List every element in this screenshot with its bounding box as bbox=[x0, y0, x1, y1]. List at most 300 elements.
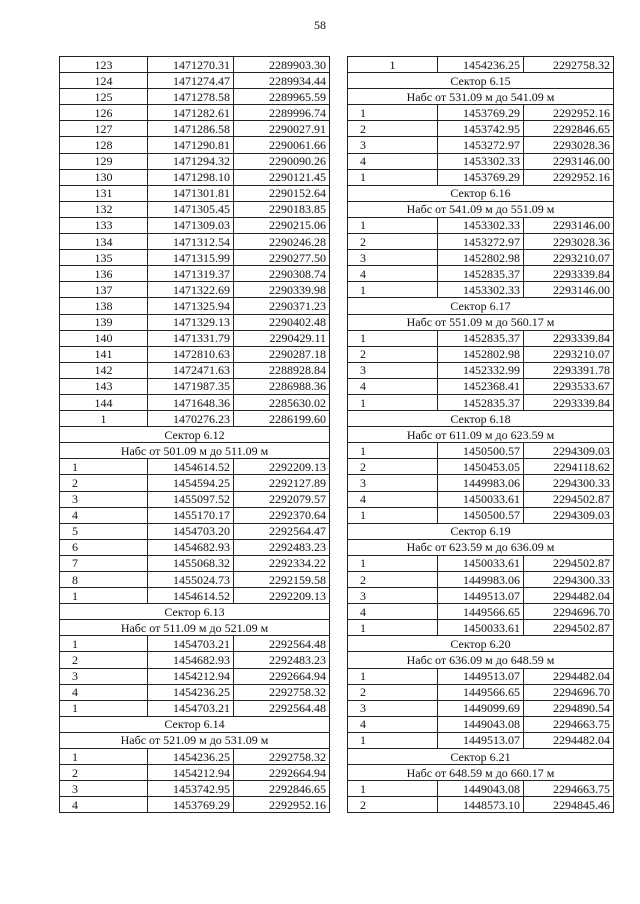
point-number: 2 bbox=[348, 121, 438, 137]
section-header-row bbox=[60, 427, 330, 443]
point-number: 4 bbox=[60, 507, 148, 523]
point-number: 3 bbox=[348, 137, 438, 153]
coordinate-x: 1450500.57 bbox=[438, 507, 524, 523]
point-number: 4 bbox=[60, 684, 148, 700]
coordinate-x: 1471987.35 bbox=[148, 378, 234, 394]
point-number: 2 bbox=[348, 797, 438, 813]
point-number: 139 bbox=[60, 314, 148, 330]
point-number: 126 bbox=[60, 105, 148, 121]
table-row bbox=[348, 507, 614, 523]
coordinate-x: 1471319.37 bbox=[148, 266, 234, 282]
section-header: Набс от 648.59 м до 660.17 м bbox=[348, 765, 614, 781]
point-number: 1 bbox=[348, 169, 438, 185]
point-number: 1 bbox=[348, 394, 438, 410]
coordinate-x: 1455068.32 bbox=[148, 555, 234, 571]
point-number: 1 bbox=[348, 217, 438, 233]
point-number: 1 bbox=[348, 282, 438, 298]
coordinate-y: 2293339.84 bbox=[524, 266, 614, 282]
coordinate-y: 2293146.00 bbox=[524, 217, 614, 233]
section-header: Сектор 6.14 bbox=[60, 716, 330, 732]
section-header: Сектор 6.17 bbox=[348, 298, 614, 314]
coordinate-y: 2293210.07 bbox=[524, 346, 614, 362]
right-coordinates-table bbox=[347, 56, 613, 813]
point-number: 2 bbox=[60, 652, 148, 668]
coordinate-x: 1455097.52 bbox=[148, 491, 234, 507]
coordinate-y: 2294502.87 bbox=[524, 555, 614, 571]
section-header-row bbox=[60, 732, 330, 748]
table-row bbox=[348, 668, 614, 684]
table-row bbox=[348, 153, 614, 169]
section-header-row bbox=[348, 427, 614, 443]
section-header: Набс от 521.09 м до 531.09 м bbox=[60, 732, 330, 748]
coordinate-x: 1471282.61 bbox=[148, 105, 234, 121]
coordinate-x: 1471315.99 bbox=[148, 250, 234, 266]
table-row bbox=[60, 652, 330, 668]
table-row bbox=[348, 491, 614, 507]
coordinate-y: 2294502.87 bbox=[524, 620, 614, 636]
coordinate-x: 1453742.95 bbox=[148, 781, 234, 797]
coordinate-y: 2292564.47 bbox=[234, 523, 330, 539]
table-row bbox=[348, 620, 614, 636]
section-header-row bbox=[348, 411, 614, 427]
section-header-row bbox=[348, 185, 614, 201]
point-number: 135 bbox=[60, 250, 148, 266]
coordinate-y: 2293391.78 bbox=[524, 362, 614, 378]
coordinate-x: 1454594.25 bbox=[148, 475, 234, 491]
section-header: Сектор 6.18 bbox=[348, 411, 614, 427]
coordinate-x: 1452802.98 bbox=[438, 346, 524, 362]
coordinate-x: 1449513.07 bbox=[438, 668, 524, 684]
table-row bbox=[60, 57, 330, 73]
coordinate-x: 1454614.52 bbox=[148, 588, 234, 604]
coordinate-x: 1454236.25 bbox=[148, 749, 234, 765]
point-number: 2 bbox=[348, 234, 438, 250]
table-row bbox=[348, 781, 614, 797]
coordinate-x: 1471329.13 bbox=[148, 314, 234, 330]
coordinate-y: 2292952.16 bbox=[524, 169, 614, 185]
table-row bbox=[60, 507, 330, 523]
coordinate-x: 1454682.93 bbox=[148, 652, 234, 668]
coordinate-x: 1471309.03 bbox=[148, 217, 234, 233]
coordinate-y: 2292209.13 bbox=[234, 588, 330, 604]
section-header: Сектор 6.19 bbox=[348, 523, 614, 539]
coordinate-y: 2290090.26 bbox=[234, 153, 330, 169]
coordinate-x: 1450033.61 bbox=[438, 620, 524, 636]
coordinate-y: 2290121.45 bbox=[234, 169, 330, 185]
coordinate-y: 2294845.46 bbox=[524, 797, 614, 813]
coordinate-x: 1449566.65 bbox=[438, 604, 524, 620]
table-row bbox=[60, 523, 330, 539]
coordinate-y: 2294300.33 bbox=[524, 572, 614, 588]
point-number: 137 bbox=[60, 282, 148, 298]
coordinate-x: 1449513.07 bbox=[438, 732, 524, 748]
coordinate-x: 1455024.73 bbox=[148, 572, 234, 588]
point-number: 2 bbox=[348, 346, 438, 362]
section-header: Набс от 541.09 м до 551.09 м bbox=[348, 201, 614, 217]
table-row bbox=[60, 749, 330, 765]
point-number: 6 bbox=[60, 539, 148, 555]
coordinate-x: 1452835.37 bbox=[438, 330, 524, 346]
coordinate-x: 1453272.97 bbox=[438, 234, 524, 250]
coordinate-x: 1450033.61 bbox=[438, 555, 524, 571]
table-row bbox=[348, 266, 614, 282]
coordinate-y: 2292664.94 bbox=[234, 668, 330, 684]
coordinate-x: 1450453.05 bbox=[438, 459, 524, 475]
point-number: 3 bbox=[348, 700, 438, 716]
section-header-row bbox=[348, 765, 614, 781]
point-number: 1 bbox=[348, 668, 438, 684]
point-number: 129 bbox=[60, 153, 148, 169]
coordinate-x: 1471286.58 bbox=[148, 121, 234, 137]
coordinate-x: 1454212.94 bbox=[148, 668, 234, 684]
coordinate-x: 1471290.81 bbox=[148, 137, 234, 153]
coordinate-y: 2290027.91 bbox=[234, 121, 330, 137]
coordinate-y: 2292758.32 bbox=[234, 684, 330, 700]
table-row bbox=[60, 572, 330, 588]
table-row bbox=[60, 797, 330, 813]
point-number: 1 bbox=[348, 57, 438, 73]
point-number: 138 bbox=[60, 298, 148, 314]
coordinate-y: 2293146.00 bbox=[524, 282, 614, 298]
table-row bbox=[348, 105, 614, 121]
coordinate-y: 2292564.48 bbox=[234, 636, 330, 652]
point-number: 142 bbox=[60, 362, 148, 378]
coordinate-y: 2292483.23 bbox=[234, 652, 330, 668]
coordinate-y: 2292209.13 bbox=[234, 459, 330, 475]
point-number: 1 bbox=[348, 781, 438, 797]
table-row bbox=[348, 378, 614, 394]
point-number: 144 bbox=[60, 394, 148, 410]
table-row bbox=[60, 668, 330, 684]
table-row bbox=[348, 459, 614, 475]
point-number: 3 bbox=[348, 475, 438, 491]
table-row bbox=[60, 250, 330, 266]
table-row bbox=[60, 298, 330, 314]
table-row bbox=[60, 684, 330, 700]
coordinate-y: 2293028.36 bbox=[524, 137, 614, 153]
left-table-body bbox=[60, 57, 330, 813]
table-row bbox=[60, 411, 330, 427]
coordinate-y: 2292952.16 bbox=[524, 105, 614, 121]
section-header-row bbox=[348, 539, 614, 555]
coordinate-x: 1453272.97 bbox=[438, 137, 524, 153]
table-row bbox=[60, 700, 330, 716]
section-header-row bbox=[60, 716, 330, 732]
table-row bbox=[348, 121, 614, 137]
coordinate-y: 2292846.65 bbox=[234, 781, 330, 797]
coordinate-x: 1449043.08 bbox=[438, 716, 524, 732]
coordinate-x: 1450500.57 bbox=[438, 443, 524, 459]
point-number: 133 bbox=[60, 217, 148, 233]
point-number: 1 bbox=[348, 507, 438, 523]
point-number: 136 bbox=[60, 266, 148, 282]
coordinate-x: 1471325.94 bbox=[148, 298, 234, 314]
point-number: 2 bbox=[348, 459, 438, 475]
coordinate-x: 1470276.23 bbox=[148, 411, 234, 427]
coordinate-y: 2294663.75 bbox=[524, 716, 614, 732]
section-header-row bbox=[348, 89, 614, 105]
table-row bbox=[60, 459, 330, 475]
coordinate-y: 2290061.66 bbox=[234, 137, 330, 153]
coordinate-x: 1471322.69 bbox=[148, 282, 234, 298]
coordinate-x: 1452368.41 bbox=[438, 378, 524, 394]
coordinate-x: 1453769.29 bbox=[438, 169, 524, 185]
table-row bbox=[60, 539, 330, 555]
table-row bbox=[348, 346, 614, 362]
coordinate-y: 2290183.85 bbox=[234, 201, 330, 217]
point-number: 3 bbox=[60, 668, 148, 684]
coordinate-y: 2292564.48 bbox=[234, 700, 330, 716]
coordinate-x: 1453302.33 bbox=[438, 282, 524, 298]
right-table-body bbox=[348, 57, 614, 813]
table-row bbox=[348, 797, 614, 813]
coordinate-x: 1454614.52 bbox=[148, 459, 234, 475]
table-row bbox=[348, 572, 614, 588]
coordinate-y: 2294890.54 bbox=[524, 700, 614, 716]
coordinate-y: 2286199.60 bbox=[234, 411, 330, 427]
table-row bbox=[60, 765, 330, 781]
coordinate-x: 1449983.06 bbox=[438, 572, 524, 588]
point-number: 3 bbox=[348, 588, 438, 604]
coordinate-y: 2286988.36 bbox=[234, 378, 330, 394]
table-row bbox=[60, 394, 330, 410]
table-row bbox=[60, 362, 330, 378]
table-row bbox=[348, 217, 614, 233]
point-number: 1 bbox=[60, 588, 148, 604]
table-row bbox=[348, 362, 614, 378]
coordinate-y: 2290402.48 bbox=[234, 314, 330, 330]
table-row bbox=[348, 234, 614, 250]
point-number: 4 bbox=[348, 491, 438, 507]
point-number: 123 bbox=[60, 57, 148, 73]
section-header-row bbox=[60, 604, 330, 620]
point-number: 1 bbox=[348, 620, 438, 636]
coordinate-y: 2293210.07 bbox=[524, 250, 614, 266]
table-row bbox=[60, 234, 330, 250]
coordinate-y: 2294300.33 bbox=[524, 475, 614, 491]
table-row bbox=[60, 346, 330, 362]
table-row bbox=[60, 137, 330, 153]
table-row bbox=[348, 684, 614, 700]
point-number: 1 bbox=[60, 636, 148, 652]
coordinate-y: 2294482.04 bbox=[524, 732, 614, 748]
point-number: 4 bbox=[348, 604, 438, 620]
coordinate-y: 2292127.89 bbox=[234, 475, 330, 491]
table-row bbox=[60, 153, 330, 169]
coordinate-x: 1452835.37 bbox=[438, 266, 524, 282]
table-row bbox=[60, 169, 330, 185]
coordinate-y: 2285630.02 bbox=[234, 394, 330, 410]
point-number: 2 bbox=[348, 684, 438, 700]
coordinate-x: 1454236.25 bbox=[438, 57, 524, 73]
section-header: Набс от 511.09 м до 521.09 м bbox=[60, 620, 330, 636]
point-number: 4 bbox=[60, 797, 148, 813]
point-number: 2 bbox=[60, 475, 148, 491]
point-number: 2 bbox=[348, 572, 438, 588]
section-header: Сектор 6.12 bbox=[60, 427, 330, 443]
point-number: 134 bbox=[60, 234, 148, 250]
point-number: 1 bbox=[348, 732, 438, 748]
table-row bbox=[60, 378, 330, 394]
point-number: 1 bbox=[348, 105, 438, 121]
coordinate-x: 1471294.32 bbox=[148, 153, 234, 169]
coordinate-y: 2292159.58 bbox=[234, 572, 330, 588]
table-row bbox=[60, 121, 330, 137]
coordinate-x: 1448573.10 bbox=[438, 797, 524, 813]
page-number: 58 bbox=[314, 18, 326, 32]
point-number: 1 bbox=[348, 555, 438, 571]
table-row bbox=[60, 217, 330, 233]
section-header-row bbox=[348, 636, 614, 652]
coordinate-y: 2293146.00 bbox=[524, 153, 614, 169]
table-row bbox=[348, 250, 614, 266]
point-number: 1 bbox=[60, 411, 148, 427]
section-header: Набс от 611.09 м до 623.59 м bbox=[348, 427, 614, 443]
coordinate-x: 1471305.45 bbox=[148, 201, 234, 217]
coordinate-x: 1452332.99 bbox=[438, 362, 524, 378]
point-number: 1 bbox=[60, 459, 148, 475]
table-row bbox=[60, 266, 330, 282]
coordinate-x: 1454212.94 bbox=[148, 765, 234, 781]
coordinate-y: 2294482.04 bbox=[524, 668, 614, 684]
coordinate-x: 1452802.98 bbox=[438, 250, 524, 266]
coordinate-x: 1454236.25 bbox=[148, 684, 234, 700]
point-number: 143 bbox=[60, 378, 148, 394]
coordinate-y: 2294118.62 bbox=[524, 459, 614, 475]
section-header: Набс от 531.09 м до 541.09 м bbox=[348, 89, 614, 105]
coordinate-x: 1471301.81 bbox=[148, 185, 234, 201]
table-row bbox=[348, 700, 614, 716]
table-row bbox=[60, 89, 330, 105]
section-header: Набс от 623.59 м до 636.09 м bbox=[348, 539, 614, 555]
coordinate-y: 2290246.28 bbox=[234, 234, 330, 250]
section-header: Набс от 551.09 м до 560.17 м bbox=[348, 314, 614, 330]
table-row bbox=[348, 732, 614, 748]
table-row bbox=[348, 588, 614, 604]
section-header-row bbox=[348, 652, 614, 668]
point-number: 141 bbox=[60, 346, 148, 362]
coordinate-y: 2289996.74 bbox=[234, 105, 330, 121]
table-row bbox=[348, 330, 614, 346]
coordinate-y: 2294502.87 bbox=[524, 491, 614, 507]
coordinate-x: 1449099.69 bbox=[438, 700, 524, 716]
table-row bbox=[348, 169, 614, 185]
point-number: 1 bbox=[348, 443, 438, 459]
point-number: 1 bbox=[60, 749, 148, 765]
coordinate-x: 1472471.63 bbox=[148, 362, 234, 378]
point-number: 3 bbox=[348, 250, 438, 266]
coordinate-x: 1471298.10 bbox=[148, 169, 234, 185]
coordinate-y: 2294309.03 bbox=[524, 507, 614, 523]
table-row bbox=[348, 57, 614, 73]
coordinate-x: 1471331.79 bbox=[148, 330, 234, 346]
coordinate-y: 2294663.75 bbox=[524, 781, 614, 797]
point-number: 3 bbox=[60, 491, 148, 507]
point-number: 1 bbox=[60, 700, 148, 716]
section-header: Сектор 6.15 bbox=[348, 73, 614, 89]
table-row bbox=[348, 137, 614, 153]
section-header-row bbox=[348, 749, 614, 765]
table-row bbox=[60, 636, 330, 652]
coordinate-y: 2294309.03 bbox=[524, 443, 614, 459]
coordinate-x: 1472810.63 bbox=[148, 346, 234, 362]
coordinate-x: 1454703.21 bbox=[148, 636, 234, 652]
point-number: 3 bbox=[348, 362, 438, 378]
left-coordinates-table bbox=[59, 56, 329, 813]
table-row bbox=[60, 105, 330, 121]
section-header-row bbox=[348, 298, 614, 314]
coordinate-y: 2290215.06 bbox=[234, 217, 330, 233]
coordinate-y: 2292079.57 bbox=[234, 491, 330, 507]
coordinate-y: 2293028.36 bbox=[524, 234, 614, 250]
table-row bbox=[60, 555, 330, 571]
coordinate-x: 1471274.47 bbox=[148, 73, 234, 89]
point-number: 128 bbox=[60, 137, 148, 153]
coordinate-y: 2290152.64 bbox=[234, 185, 330, 201]
coordinate-y: 2290287.18 bbox=[234, 346, 330, 362]
table-row bbox=[60, 781, 330, 797]
section-header: Сектор 6.20 bbox=[348, 636, 614, 652]
coordinate-x: 1453302.33 bbox=[438, 217, 524, 233]
coordinate-y: 2290429.11 bbox=[234, 330, 330, 346]
coordinate-y: 2290371.23 bbox=[234, 298, 330, 314]
table-row bbox=[348, 716, 614, 732]
table-row bbox=[348, 475, 614, 491]
table-row bbox=[348, 555, 614, 571]
coordinate-x: 1453302.33 bbox=[438, 153, 524, 169]
coordinate-x: 1450033.61 bbox=[438, 491, 524, 507]
point-number: 2 bbox=[60, 765, 148, 781]
coordinate-x: 1453769.29 bbox=[148, 797, 234, 813]
point-number: 3 bbox=[60, 781, 148, 797]
coordinate-x: 1455170.17 bbox=[148, 507, 234, 523]
table-row bbox=[60, 201, 330, 217]
section-header: Набс от 501.09 м до 511.09 м bbox=[60, 443, 330, 459]
point-number: 140 bbox=[60, 330, 148, 346]
section-header: Набс от 636.09 м до 648.59 м bbox=[348, 652, 614, 668]
table-row bbox=[348, 443, 614, 459]
point-number: 4 bbox=[348, 266, 438, 282]
section-header-row bbox=[348, 523, 614, 539]
section-header: Сектор 6.13 bbox=[60, 604, 330, 620]
coordinate-y: 2294696.70 bbox=[524, 684, 614, 700]
point-number: 4 bbox=[348, 716, 438, 732]
coordinate-x: 1453769.29 bbox=[438, 105, 524, 121]
coordinate-y: 2292758.32 bbox=[234, 749, 330, 765]
section-header-row bbox=[348, 73, 614, 89]
coordinate-y: 2292846.65 bbox=[524, 121, 614, 137]
coordinate-x: 1454703.20 bbox=[148, 523, 234, 539]
table-row bbox=[60, 314, 330, 330]
coordinate-x: 1453742.95 bbox=[438, 121, 524, 137]
point-number: 1 bbox=[348, 330, 438, 346]
table-row bbox=[60, 475, 330, 491]
coordinate-x: 1449043.08 bbox=[438, 781, 524, 797]
coordinate-y: 2290308.74 bbox=[234, 266, 330, 282]
coordinate-y: 2289965.59 bbox=[234, 89, 330, 105]
point-number: 132 bbox=[60, 201, 148, 217]
coordinate-y: 2294696.70 bbox=[524, 604, 614, 620]
point-number: 125 bbox=[60, 89, 148, 105]
point-number: 7 bbox=[60, 555, 148, 571]
coordinate-y: 2288928.84 bbox=[234, 362, 330, 378]
coordinate-x: 1449983.06 bbox=[438, 475, 524, 491]
section-header: Сектор 6.16 bbox=[348, 185, 614, 201]
table-row bbox=[60, 73, 330, 89]
point-number: 127 bbox=[60, 121, 148, 137]
coordinate-x: 1454703.21 bbox=[148, 700, 234, 716]
coordinate-y: 2293339.84 bbox=[524, 394, 614, 410]
